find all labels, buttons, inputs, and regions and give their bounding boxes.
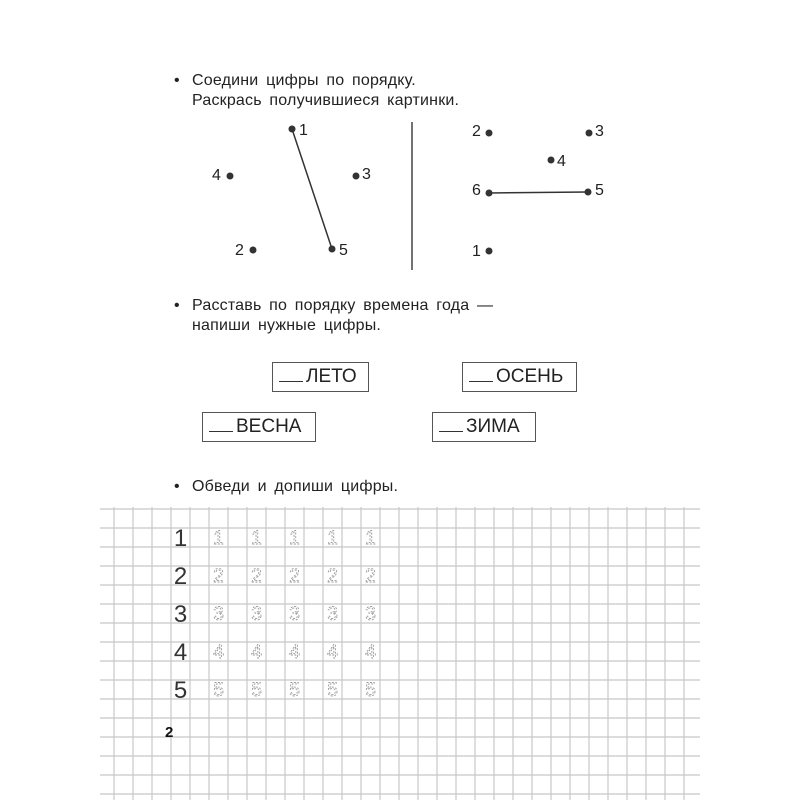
dotted-trace-digit[interactable]: 4 xyxy=(365,642,376,663)
dotted-trace-digit[interactable]: 3 xyxy=(327,604,338,625)
sample-digit: 3 xyxy=(173,601,188,628)
instruction-line: Соедини цифры по порядку. xyxy=(192,72,416,89)
dotted-trace-digit[interactable]: 5 xyxy=(289,680,300,701)
dotted-trace-digit[interactable]: 5 xyxy=(365,680,376,701)
dotted-trace-digit[interactable]: 2 xyxy=(251,566,262,587)
instruction-line: Обведи и допиши цифры. xyxy=(192,478,399,495)
dot-label: 3 xyxy=(595,123,604,140)
dotted-trace-digit[interactable]: 5 xyxy=(213,680,224,701)
dot-label: 6 xyxy=(472,182,481,199)
tracing-row-3 xyxy=(174,601,376,628)
season-label: ЛЕТО xyxy=(306,366,357,387)
tracing-row-4 xyxy=(174,639,376,666)
dotted-trace-digit[interactable]: 2 xyxy=(213,566,224,587)
bullet: • xyxy=(174,478,180,495)
dot-label: 4 xyxy=(557,153,566,170)
sample-digit: 2 xyxy=(173,563,188,590)
dot-label: 4 xyxy=(212,167,221,184)
tracing-row-5 xyxy=(174,677,376,704)
dot-label: 5 xyxy=(595,182,604,199)
instruction-line: Расставь по порядку времена года — xyxy=(192,297,494,314)
dot-label: 2 xyxy=(472,123,481,140)
dotted-trace-digit[interactable]: 1 xyxy=(251,528,262,549)
dot-label: 5 xyxy=(339,242,348,259)
dotted-trace-digit[interactable]: 3 xyxy=(251,604,262,625)
dotted-trace-digit[interactable]: 1 xyxy=(327,528,338,549)
sample-digit: 4 xyxy=(173,639,188,666)
dot-label: 1 xyxy=(299,122,308,139)
tracing-row-1 xyxy=(174,525,376,552)
dotted-trace-digit[interactable]: 3 xyxy=(365,604,376,625)
dotted-trace-digit[interactable]: 1 xyxy=(213,528,224,549)
instruction-line: напиши нужные цифры. xyxy=(192,317,382,334)
instruction-line: Раскрась получившиеся картинки. xyxy=(192,92,460,109)
tracing-row-2 xyxy=(174,563,376,590)
page-number: 2 xyxy=(165,724,174,741)
dot-label: 2 xyxy=(235,242,244,259)
dotted-trace-digit[interactable]: 2 xyxy=(327,566,338,587)
dotted-trace-digit[interactable]: 4 xyxy=(213,642,224,663)
sample-digit: 1 xyxy=(173,525,188,552)
dot-label: 3 xyxy=(362,166,371,183)
bullet: • xyxy=(174,297,180,314)
dot-label: 1 xyxy=(472,243,481,260)
dotted-trace-digit[interactable]: 2 xyxy=(365,566,376,587)
season-label: ОСЕНЬ xyxy=(496,366,564,387)
grid-lines xyxy=(100,507,700,800)
sample-digit: 5 xyxy=(173,677,188,704)
dotted-trace-digit[interactable]: 4 xyxy=(251,642,262,663)
dotted-trace-digit[interactable]: 3 xyxy=(289,604,300,625)
dotted-trace-digit[interactable]: 1 xyxy=(365,528,376,549)
dotted-trace-digit[interactable]: 4 xyxy=(289,642,300,663)
dotted-trace-digit[interactable]: 5 xyxy=(327,680,338,701)
dotted-trace-digit[interactable]: 4 xyxy=(327,642,338,663)
dotted-trace-digit[interactable]: 3 xyxy=(213,604,224,625)
bullet: • xyxy=(174,72,180,89)
dotted-trace-digit[interactable]: 1 xyxy=(289,528,300,549)
dotted-trace-digit[interactable]: 2 xyxy=(289,566,300,587)
season-label: ВЕСНА xyxy=(236,416,302,437)
dotted-trace-digit[interactable]: 5 xyxy=(251,680,262,701)
season-label: ЗИМА xyxy=(466,416,520,437)
